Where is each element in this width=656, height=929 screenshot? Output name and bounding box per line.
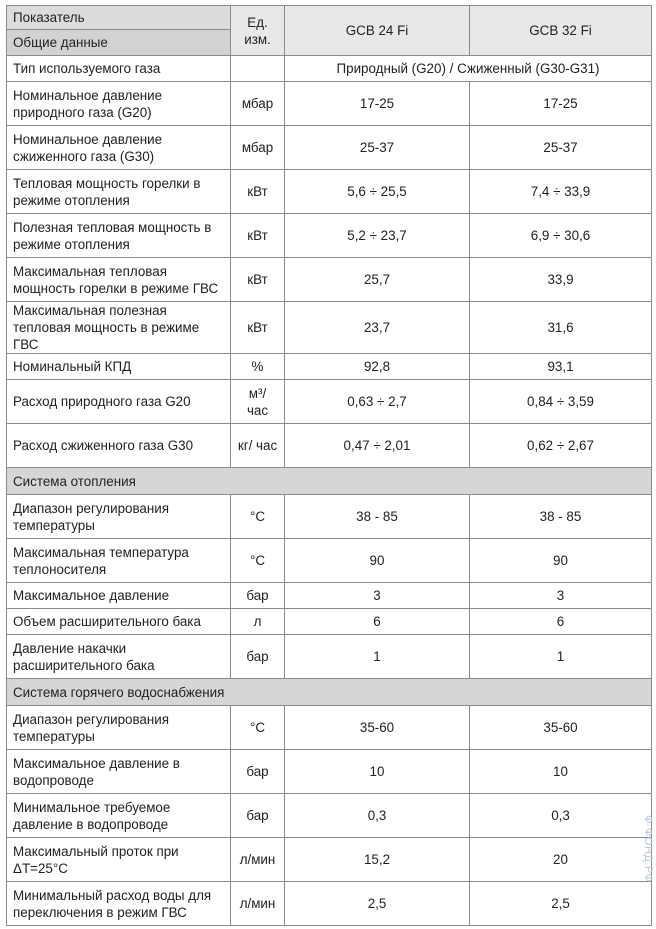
table-row	[7, 302, 652, 354]
watermark: Ф-ФОНД.РФ	[642, 815, 654, 883]
unit-cell: °С	[231, 495, 285, 539]
unit-cell: кВт	[231, 214, 285, 258]
header-row	[7, 6, 652, 30]
param-cell: Минимальный расход воды для переключения в режим ГВС	[7, 882, 231, 926]
table-row	[7, 380, 652, 424]
param-cell: Объем расширительного бака	[7, 609, 231, 635]
table-row	[7, 170, 652, 214]
value-cell-model2: 0,84 ÷ 3,59	[470, 380, 652, 424]
table-row	[7, 214, 652, 258]
value-cell-model1: 90	[285, 539, 470, 583]
unit-cell: бар	[231, 794, 285, 838]
value-cell-model1: 0,63 ÷ 2,7	[285, 380, 470, 424]
unit-cell: бар	[231, 583, 285, 609]
param-cell: Максимальная температура теплоносителя	[7, 539, 231, 583]
value-cell-model1: 17-25	[285, 82, 470, 126]
unit-cell: л/мин	[231, 838, 285, 882]
param-cell: Тепловая мощность горелки в режиме отопления	[7, 170, 231, 214]
table-row	[7, 495, 652, 539]
table-row	[7, 706, 652, 750]
gas-type-row	[7, 56, 652, 82]
table-row	[7, 794, 652, 838]
model2-header: GCB 32 Fi	[470, 6, 652, 56]
param-cell: Расход природного газа G20	[7, 380, 231, 424]
value-cell-model1: 10	[285, 750, 470, 794]
value-cell-model2: 20	[470, 838, 652, 882]
value-cell-model1: 5,6 ÷ 25,5	[285, 170, 470, 214]
table-row	[7, 424, 652, 468]
value-cell-model1: 5,2 ÷ 23,7	[285, 214, 470, 258]
table-row	[7, 258, 652, 302]
value-cell-model1: 35-60	[285, 706, 470, 750]
unit-cell: °С	[231, 706, 285, 750]
dhw-section-header	[7, 679, 652, 706]
value-cell-model2: 31,6	[470, 302, 652, 354]
param-cell: Максимальное давление в водопроводе	[7, 750, 231, 794]
table-row	[7, 354, 652, 380]
param-cell: Диапазон регулирования температуры	[7, 706, 231, 750]
value-cell-model1: 92,8	[285, 354, 470, 380]
unit-cell: л	[231, 609, 285, 635]
unit-cell: м³/ час	[231, 380, 285, 424]
value-cell-model2: 6,9 ÷ 30,6	[470, 214, 652, 258]
value-cell-model2: 10	[470, 750, 652, 794]
unit-cell: кВт	[231, 258, 285, 302]
value-cell-model2: 38 - 85	[470, 495, 652, 539]
param-cell: Номинальный КПД	[7, 354, 231, 380]
unit-cell: кВт	[231, 302, 285, 354]
value-cell-model1: 15,2	[285, 838, 470, 882]
gas-type-value: Природный (G20) / Сжиженный (G30-G31)	[285, 56, 652, 82]
unit-cell: кВт	[231, 170, 285, 214]
value-cell-model2: 1	[470, 635, 652, 679]
table-row	[7, 750, 652, 794]
section-title: Система горячего водоснабжения	[7, 679, 652, 706]
unit-cell: мбар	[231, 126, 285, 170]
value-cell-model2: 6	[470, 609, 652, 635]
value-cell-model2: 25-37	[470, 126, 652, 170]
value-cell-model1: 25-37	[285, 126, 470, 170]
table-row	[7, 838, 652, 882]
section-title: Система отопления	[7, 468, 652, 495]
param-cell: Максимальная полезная тепловая мощность в режиме ГВС	[7, 302, 231, 354]
general-section-title: Общие данные	[7, 30, 231, 56]
table-row	[7, 539, 652, 583]
value-cell-model1: 0,47 ÷ 2,01	[285, 424, 470, 468]
value-cell-model2: 0,3	[470, 794, 652, 838]
table-row	[7, 882, 652, 926]
param-cell: Максимальная тепловая мощность горелки в режиме ГВС	[7, 258, 231, 302]
value-cell-model1: 2,5	[285, 882, 470, 926]
value-cell-model1: 25,7	[285, 258, 470, 302]
value-cell-model2: 33,9	[470, 258, 652, 302]
value-cell-model1: 38 - 85	[285, 495, 470, 539]
param-cell: Минимальное требуемое давление в водопроводе	[7, 794, 231, 838]
value-cell-model1: 0,3	[285, 794, 470, 838]
model1-header: GCB 24 Fi	[285, 6, 470, 56]
param-cell: Максимальный проток при ΔT=25°С	[7, 838, 231, 882]
unit-cell: %	[231, 354, 285, 380]
value-cell-model2: 90	[470, 539, 652, 583]
table-row	[7, 82, 652, 126]
param-cell: Давление накачки расширительного бака	[7, 635, 231, 679]
param-cell: Номинальное давление сжиженного газа (G30)	[7, 126, 231, 170]
gas-type-param: Тип используемого газа	[7, 56, 231, 82]
unit-cell: мбар	[231, 82, 285, 126]
value-cell-model1: 1	[285, 635, 470, 679]
unit-cell: °С	[231, 539, 285, 583]
value-cell-model2: 0,62 ÷ 2,67	[470, 424, 652, 468]
value-cell-model1: 6	[285, 609, 470, 635]
param-header: Показатель	[7, 6, 231, 30]
value-cell-model2: 2,5	[470, 882, 652, 926]
unit-cell: л/мин	[231, 882, 285, 926]
table-row	[7, 609, 652, 635]
table-row	[7, 126, 652, 170]
heating-section-header	[7, 468, 652, 495]
value-cell-model2: 7,4 ÷ 33,9	[470, 170, 652, 214]
value-cell-model2: 35-60	[470, 706, 652, 750]
param-cell: Максимальное давление	[7, 583, 231, 609]
param-cell: Диапазон регулирования температуры	[7, 495, 231, 539]
value-cell-model2: 17-25	[470, 82, 652, 126]
unit-cell: бар	[231, 750, 285, 794]
unit-header: Ед. изм.	[231, 6, 285, 56]
table-row	[7, 583, 652, 609]
param-cell: Расход сжиженного газа G30	[7, 424, 231, 468]
gas-type-unit	[231, 56, 285, 82]
param-cell: Номинальное давление природного газа (G20)	[7, 82, 231, 126]
table-row	[7, 635, 652, 679]
value-cell-model1: 3	[285, 583, 470, 609]
specs-table	[6, 5, 652, 926]
param-cell: Полезная тепловая мощность в режиме отопления	[7, 214, 231, 258]
value-cell-model2: 93,1	[470, 354, 652, 380]
unit-cell: бар	[231, 635, 285, 679]
value-cell-model2: 3	[470, 583, 652, 609]
unit-cell: кг/ час	[231, 424, 285, 468]
value-cell-model1: 23,7	[285, 302, 470, 354]
